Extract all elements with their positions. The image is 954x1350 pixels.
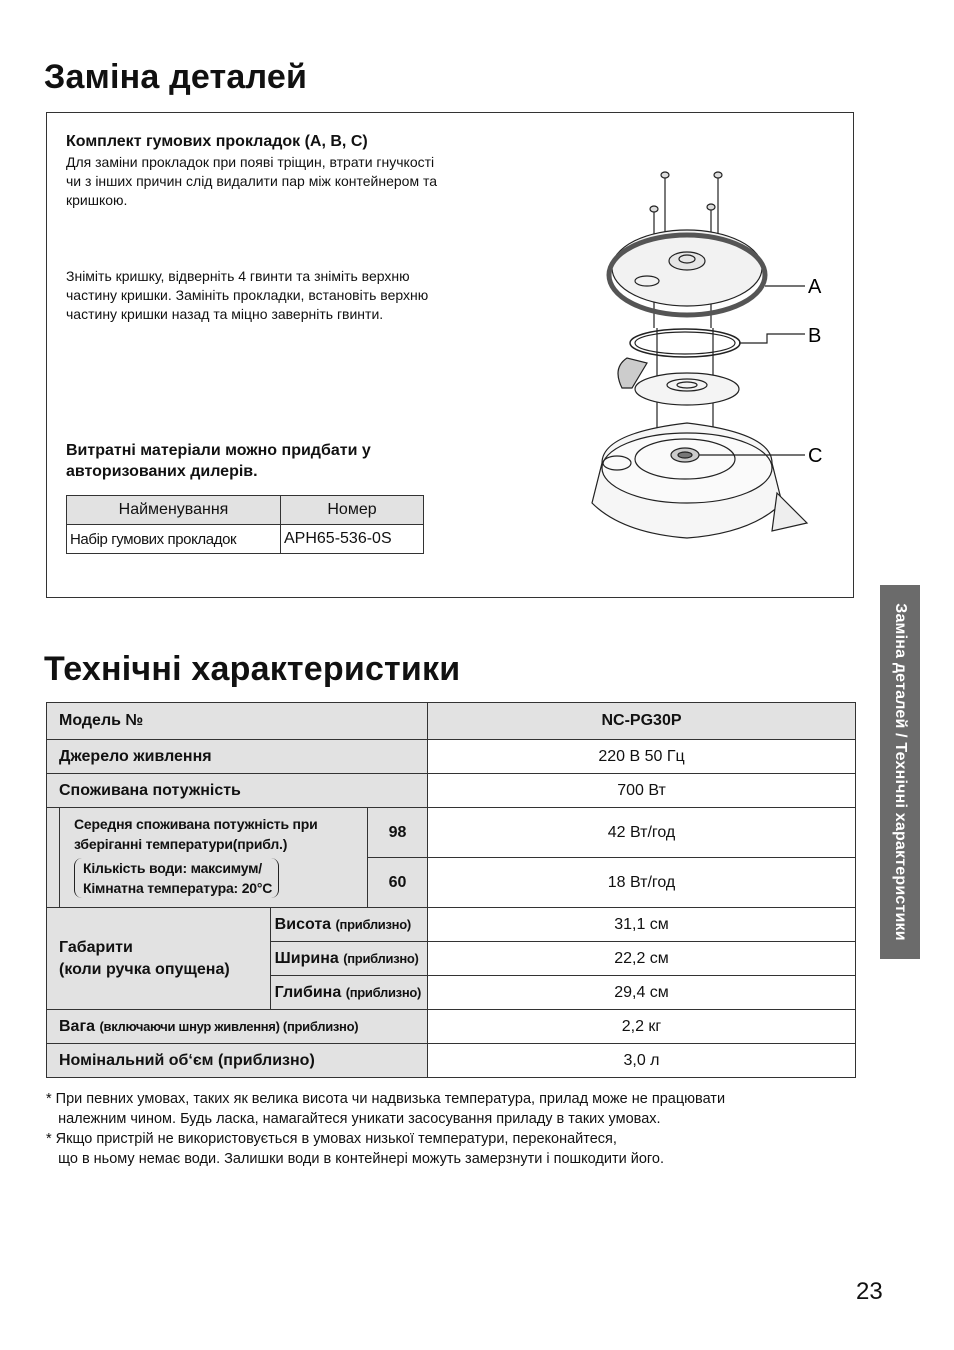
height-value: 31,1 см	[428, 908, 856, 942]
kit-title: Комплект гумових прокладок (A, B, C)	[66, 133, 368, 150]
table-row	[47, 740, 856, 774]
capacity-value: 3,0 л	[428, 1044, 856, 1078]
power-source-value: 220 В 50 Гц	[428, 740, 856, 774]
footnote-line: що в ньому немає води. Залишки води в контейнері можуть замерзнути і пошкодити його.	[46, 1151, 664, 1167]
value-60: 18 Вт/год	[428, 858, 856, 908]
footnote-line: * При певних умовах, таких як велика висота чи надвизька температура, прилад може не працювати	[46, 1091, 726, 1107]
keep-warm-cell	[60, 808, 368, 908]
height-label: Висота (приблизно)	[270, 908, 427, 942]
replacement-box	[46, 112, 854, 598]
keep-warm-label: Середня споживана потужність при зберіганні температури(прибл.)	[74, 816, 318, 852]
gasket-diagram	[527, 163, 847, 543]
keep-warm-cond2: Кімнатна температура: 20°C	[83, 880, 273, 896]
model-label: Модель №	[47, 703, 428, 740]
side-tab-label: Заміна деталей / Технічні характеристики	[892, 603, 909, 941]
section-side-tab	[880, 585, 920, 959]
table-row	[47, 1044, 856, 1078]
table-row	[67, 525, 424, 554]
model-value: NC-PG30P	[428, 703, 856, 740]
table-row	[47, 1010, 856, 1044]
label-b: B	[808, 325, 822, 347]
temp-98: 98	[368, 808, 428, 858]
parts-header-name: Найменування	[67, 496, 281, 525]
label-a: A	[808, 276, 822, 298]
table-row	[47, 908, 856, 942]
footnotes	[46, 1089, 876, 1169]
table-row	[47, 774, 856, 808]
page-number: 23	[856, 1278, 883, 1305]
power-source-label: Джерело живлення	[47, 740, 428, 774]
table-row	[47, 808, 856, 858]
parts-header-number: Номер	[281, 496, 424, 525]
table-row	[47, 703, 856, 740]
consumption-label: Споживана потужність	[47, 774, 428, 808]
footnote-line: належним чином. Будь ласка, намагайтеся уникати засосування приладу в таких умовах.	[46, 1111, 661, 1127]
weight-value: 2,2 кг	[428, 1010, 856, 1044]
width-label: Ширина (приблизно)	[270, 942, 427, 976]
specs-title: Технічні характеристики	[44, 650, 461, 688]
value-98: 42 Вт/год	[428, 808, 856, 858]
parts-table-header	[67, 496, 424, 525]
part-name: Набір гумових прокладок	[67, 525, 281, 554]
replacement-title: Заміна деталей	[44, 58, 308, 96]
replacement-instructions: Зніміть кришку, відверніть 4 гвинти та зніміть верхню частину кришки. Замініть прокладки, встановіть верхню частину кришки назад та міцно заверніть гвинти.	[66, 268, 429, 322]
weight-label: Вага (включаючи шнур живлення) (приблизно)	[47, 1010, 428, 1044]
parts-table	[66, 495, 424, 554]
part-number: APH65-536-0S	[281, 525, 424, 554]
depth-label: Глибина (приблизно)	[270, 976, 427, 1010]
dims-label: Габарити (коли ручка опущена)	[47, 908, 271, 1010]
keep-warm-conditions	[74, 858, 279, 898]
temp-60: 60	[368, 858, 428, 908]
keep-warm-cond1: Кількість води: максимум/	[83, 860, 262, 876]
kit-description: Для заміни прокладок при появі тріщин, втрати гнучкості чи з інших причин слід видалити пар між контейнером та кришкою.	[66, 154, 438, 208]
footnote-line: * Якщо пристрій не використовується в умовах низької температури, переконайтеся,	[46, 1131, 617, 1147]
consumption-value: 700 Вт	[428, 774, 856, 808]
specs-table	[46, 702, 856, 1078]
label-c: C	[808, 445, 823, 467]
purchase-note: Витратні матеріали можно придбати у авторизованих дилерів.	[66, 442, 371, 480]
width-value: 22,2 см	[428, 942, 856, 976]
depth-value: 29,4 см	[428, 976, 856, 1010]
capacity-label: Номінальний об‘єм (приблизно)	[47, 1044, 428, 1078]
